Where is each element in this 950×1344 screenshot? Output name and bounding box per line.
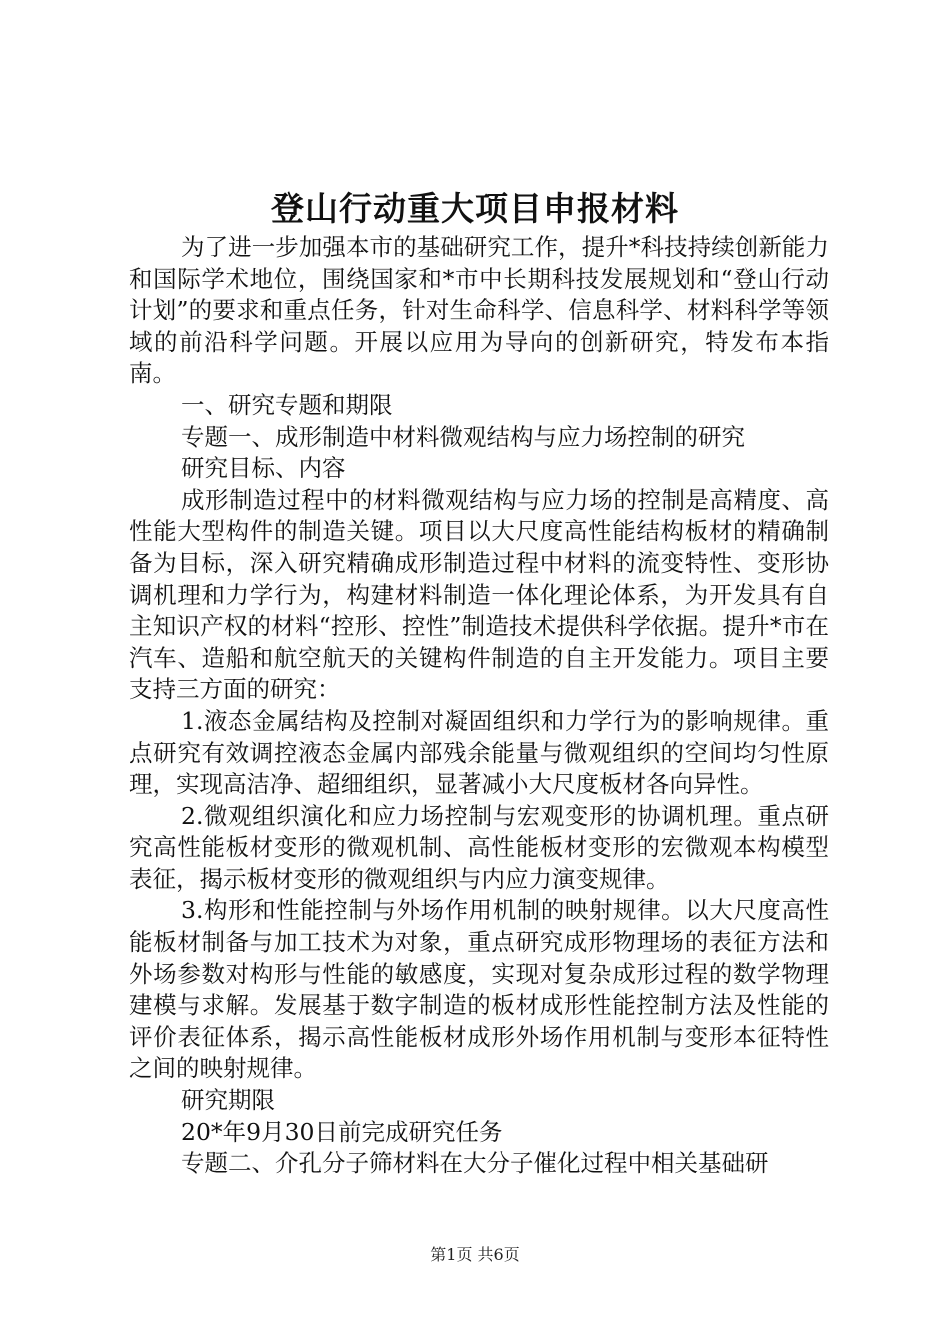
paragraph-intro: 为了进一步加强本市的基础研究工作，提升*科技持续创新能力和国际学术地位，围绕国家和*市中长期科技发展规划和“登山行动计划”的要求和重点任务，针对生命科学、信息科学、材料科学等领域的前沿科学问题。开展以应用为导向的创新研究，特发布本指南。 (129, 233, 829, 388)
paragraph-item-1: 1.液态金属结构及控制对凝固组织和力学行为的影响规律。重点研究有效调控液态金属内部残余能量与微观组织的空间均匀性原理，实现高洁净、超细组织，显著减小大尺度板材各向异性。 (129, 706, 829, 799)
document-title: 登山行动重大项目申报材料 (271, 189, 679, 228)
topic-1-heading: 专题一、成形制造中材料微观结构与应力场控制的研究 (181, 422, 745, 451)
section-heading-1: 一、研究专题和期限 (181, 390, 393, 419)
research-goals-heading: 研究目标、内容 (181, 454, 346, 483)
paragraph-item-2: 2.微观组织演化和应力场控制与宏观变形的协调机理。重点研究高性能板材变形的微观机制、高性能板材变形的宏微观本构模型表征，揭示板材变形的微观组织与内应力演变规律。 (129, 801, 829, 893)
paragraph-item-3: 3.构形和性能控制与外场作用机制的映射规律。以大尺度高性能板材制备与加工技术为对象，重点研究成形物理场的表征方法和外场参数对构形与性能的敏感度，实现对复杂成形过程的数学物理建模与求解。发展基于数字制造的板材成形性能控制方法及性能的评价表征体系，揭示高性能板材成形外场作用机制与变形本征特性之间的映射规律。 (129, 896, 829, 1083)
page-footer: 第1页 共6页 (430, 1245, 520, 1264)
research-period-deadline: 20*年9月30日前完成研究任务 (181, 1117, 503, 1146)
paragraph-topic-1-description: 成形制造过程中的材料微观结构与应力场的控制是高精度、高性能大型构件的制造关键。项目以大尺度高性能结构板材的精确制备为目标，深入研究精确成形制造过程中材料的流变特性、变形协调机理和力学行为，构建材料制造一体化理论体系，为开发具有自主知识产权的材料“控形、控性”制造技术提供科学依据。提升*市在汽车、造船和航空航天的关键构件制造的自主开发能力。项目主要支持三方面的研究： (129, 485, 829, 704)
research-period-heading: 研究期限 (181, 1086, 275, 1115)
document-body (129, 232, 829, 1180)
topic-2-heading: 专题二、介孔分子筛材料在大分子催化过程中相关基础研 (181, 1149, 769, 1178)
